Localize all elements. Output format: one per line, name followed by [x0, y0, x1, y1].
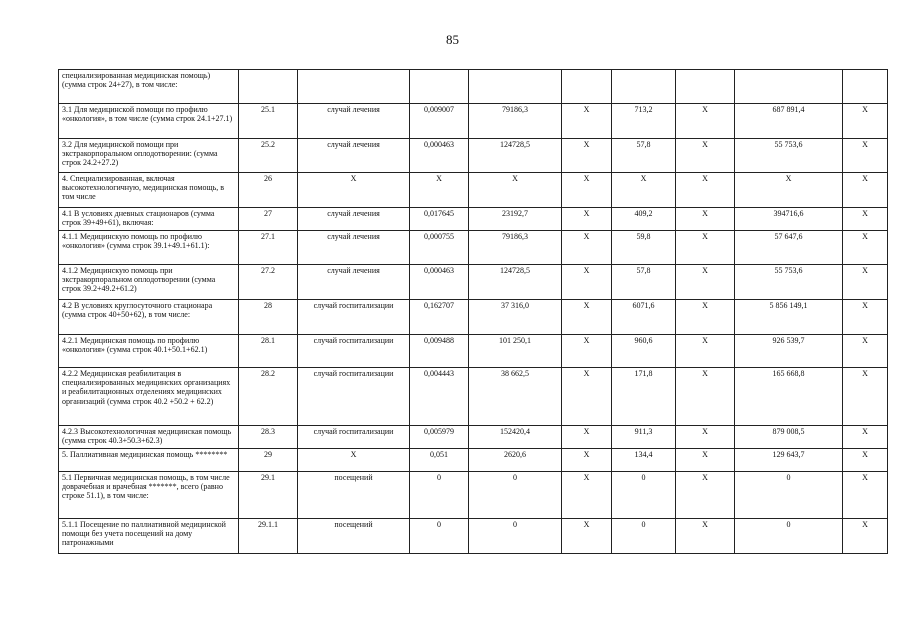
table-row: [59, 335, 888, 368]
value-cell-4: 6071,6: [612, 300, 676, 335]
row-name: 4.1.1 Медицинскую помощь по профилю «онкология» (сумма строк 39.1+49.1+61.1):: [59, 231, 239, 265]
value-cell-3: Х: [562, 300, 612, 335]
unit-cell: Х: [298, 173, 410, 208]
value-cell-5: Х: [676, 139, 735, 173]
row-name: 4.1.2 Медицинскую помощь при экстракорпоральном оплодотворении (сумма строк 39.2+49.2+61.2): [59, 265, 239, 300]
value-cell-1: 0,000463: [410, 265, 469, 300]
value-cell-7: Х: [843, 426, 888, 449]
row-number: 29.1.1: [239, 519, 298, 554]
value-cell-1: 0,009007: [410, 104, 469, 139]
row-name: 5. Паллиативная медицинская помощь ********: [59, 449, 239, 472]
row-number: 28.3: [239, 426, 298, 449]
value-cell-7: Х: [843, 335, 888, 368]
value-cell-1: 0,017645: [410, 208, 469, 231]
value-cell-3: Х: [562, 335, 612, 368]
row-name: 3.1 Для медицинской помощи по профилю «онкология», в том числе (сумма строк 24.1+27.1): [59, 104, 239, 139]
value-cell-6: 0: [735, 472, 843, 519]
table-row: [59, 368, 888, 426]
table-row: [59, 519, 888, 554]
value-cell-3: Х: [562, 139, 612, 173]
value-cell-2: [469, 70, 562, 104]
value-cell-6: 0: [735, 519, 843, 554]
unit-cell: посещений: [298, 519, 410, 554]
row-name: 4.2 В условиях круглосуточного стационара (сумма строк 40+50+62), в том числе:: [59, 300, 239, 335]
value-cell-4: 134,4: [612, 449, 676, 472]
value-cell-2: 0: [469, 472, 562, 519]
value-cell-2: 0: [469, 519, 562, 554]
row-number: 29.1: [239, 472, 298, 519]
value-cell-2: 79186,3: [469, 231, 562, 265]
value-cell-3: Х: [562, 368, 612, 426]
value-cell-6: 55 753,6: [735, 265, 843, 300]
value-cell-4: 59,8: [612, 231, 676, 265]
row-number: 25.2: [239, 139, 298, 173]
row-name: 4.2.2 Медицинская реабилитация в специализированных медицинских организациях и реабилитационных отделениях медицинских организаций (сумма строк 40.2 +50.2 + 62.2): [59, 368, 239, 426]
value-cell-2: 23192,7: [469, 208, 562, 231]
table-row: [59, 173, 888, 208]
value-cell-4: 911,3: [612, 426, 676, 449]
value-cell-2: 2620,6: [469, 449, 562, 472]
table-row: [59, 139, 888, 173]
unit-cell: случай госпитализации: [298, 426, 410, 449]
row-number: 28.1: [239, 335, 298, 368]
value-cell-5: Х: [676, 368, 735, 426]
value-cell-7: Х: [843, 208, 888, 231]
value-cell-4: 713,2: [612, 104, 676, 139]
value-cell-3: Х: [562, 519, 612, 554]
value-cell-3: Х: [562, 231, 612, 265]
unit-cell: случай госпитализации: [298, 300, 410, 335]
value-cell-7: Х: [843, 104, 888, 139]
row-name: 4.2.1 Медицинская помощь по профилю «онкология» (сумма строк 40.1+50.1+62.1): [59, 335, 239, 368]
unit-cell: случай лечения: [298, 104, 410, 139]
value-cell-6: 687 891,4: [735, 104, 843, 139]
table-row: [59, 265, 888, 300]
unit-cell: случай госпитализации: [298, 335, 410, 368]
unit-cell: посещений: [298, 472, 410, 519]
row-number: 25.1: [239, 104, 298, 139]
value-cell-3: Х: [562, 426, 612, 449]
value-cell-4: [612, 70, 676, 104]
value-cell-2: 124728,5: [469, 139, 562, 173]
table-row: [59, 426, 888, 449]
row-number: 27.1: [239, 231, 298, 265]
value-cell-1: 0,000755: [410, 231, 469, 265]
table-row: [59, 300, 888, 335]
value-cell-2: 79186,3: [469, 104, 562, 139]
value-cell-6: 129 643,7: [735, 449, 843, 472]
row-name: 5.1 Первичная медицинская помощь, в том числе доврачебная и врачебная *******, всего (равно строке 51.1), в том числе:: [59, 472, 239, 519]
value-cell-1: [410, 70, 469, 104]
value-cell-4: 171,8: [612, 368, 676, 426]
value-cell-1: 0: [410, 519, 469, 554]
value-cell-3: Х: [562, 449, 612, 472]
value-cell-3: Х: [562, 208, 612, 231]
row-name: 4.2.3 Высокотехнологичная медицинская помощь (сумма строк 40.3+50.3+62.3): [59, 426, 239, 449]
row-number: [239, 70, 298, 104]
table-row: [59, 104, 888, 139]
value-cell-3: Х: [562, 265, 612, 300]
unit-cell: Х: [298, 449, 410, 472]
value-cell-7: [843, 70, 888, 104]
value-cell-6: 394716,6: [735, 208, 843, 231]
unit-cell: случай госпитализации: [298, 368, 410, 426]
value-cell-6: 926 539,7: [735, 335, 843, 368]
row-number: 27: [239, 208, 298, 231]
value-cell-2: Х: [469, 173, 562, 208]
table-row: [59, 70, 888, 104]
value-cell-6: 5 856 149,1: [735, 300, 843, 335]
value-cell-6: 57 647,6: [735, 231, 843, 265]
value-cell-5: Х: [676, 265, 735, 300]
value-cell-5: Х: [676, 300, 735, 335]
row-name: 3.2 Для медицинской помощи при экстракорпоральном оплодотворении: (сумма строк 24.2+27.2): [59, 139, 239, 173]
value-cell-1: 0,004443: [410, 368, 469, 426]
row-name: 5.1.1 Посещение по паллиативной медицинской помощи без учета посещений на дому патронажными: [59, 519, 239, 554]
value-cell-3: Х: [562, 472, 612, 519]
value-cell-4: Х: [612, 173, 676, 208]
row-number: 29: [239, 449, 298, 472]
unit-cell: случай лечения: [298, 231, 410, 265]
row-number: 26: [239, 173, 298, 208]
value-cell-7: Х: [843, 449, 888, 472]
row-number: 27.2: [239, 265, 298, 300]
value-cell-5: Х: [676, 335, 735, 368]
value-cell-7: Х: [843, 173, 888, 208]
value-cell-1: 0,051: [410, 449, 469, 472]
value-cell-7: Х: [843, 519, 888, 554]
unit-cell: случай лечения: [298, 265, 410, 300]
row-name: специализированная медицинская помощь) (сумма строк 24+27), в том числе:: [59, 70, 239, 104]
value-cell-5: Х: [676, 519, 735, 554]
value-cell-1: 0,000463: [410, 139, 469, 173]
value-cell-1: 0: [410, 472, 469, 519]
unit-cell: [298, 70, 410, 104]
value-cell-3: Х: [562, 104, 612, 139]
row-number: 28: [239, 300, 298, 335]
value-cell-6: 879 008,5: [735, 426, 843, 449]
page-number: 85: [446, 32, 459, 47]
row-name: 4. Специализированная, включая высокотехнологичную, медицинская помощь, в том числе: [59, 173, 239, 208]
value-cell-7: Х: [843, 368, 888, 426]
value-cell-7: Х: [843, 231, 888, 265]
table-row: [59, 208, 888, 231]
value-cell-2: 37 316,0: [469, 300, 562, 335]
value-cell-2: 124728,5: [469, 265, 562, 300]
value-cell-5: Х: [676, 449, 735, 472]
value-cell-7: Х: [843, 265, 888, 300]
value-cell-4: 960,6: [612, 335, 676, 368]
value-cell-4: 0: [612, 519, 676, 554]
value-cell-7: Х: [843, 139, 888, 173]
value-cell-4: 57,8: [612, 265, 676, 300]
value-cell-5: [676, 70, 735, 104]
row-name: 4.1 В условиях дневных стационаров (сумма строк 39+49+61), включая:: [59, 208, 239, 231]
value-cell-5: Х: [676, 426, 735, 449]
value-cell-6: 165 668,8: [735, 368, 843, 426]
value-cell-5: Х: [676, 472, 735, 519]
value-cell-7: Х: [843, 472, 888, 519]
unit-cell: случай лечения: [298, 139, 410, 173]
table-row: [59, 472, 888, 519]
value-cell-2: 38 662,5: [469, 368, 562, 426]
value-cell-1: Х: [410, 173, 469, 208]
table-row: [59, 231, 888, 265]
value-cell-4: 0: [612, 472, 676, 519]
value-cell-3: Х: [562, 173, 612, 208]
unit-cell: случай лечения: [298, 208, 410, 231]
value-cell-5: Х: [676, 208, 735, 231]
value-cell-5: Х: [676, 173, 735, 208]
value-cell-7: Х: [843, 300, 888, 335]
value-cell-2: 152420,4: [469, 426, 562, 449]
value-cell-4: 409,2: [612, 208, 676, 231]
value-cell-1: 0,009488: [410, 335, 469, 368]
value-cell-6: Х: [735, 173, 843, 208]
value-cell-6: [735, 70, 843, 104]
value-cell-4: 57,8: [612, 139, 676, 173]
value-cell-1: 0,005979: [410, 426, 469, 449]
table-row: [59, 449, 888, 472]
value-cell-5: Х: [676, 231, 735, 265]
value-cell-5: Х: [676, 104, 735, 139]
data-table: [58, 69, 888, 554]
value-cell-6: 55 753,6: [735, 139, 843, 173]
row-number: 28.2: [239, 368, 298, 426]
value-cell-2: 101 250,1: [469, 335, 562, 368]
value-cell-3: [562, 70, 612, 104]
value-cell-1: 0,162707: [410, 300, 469, 335]
